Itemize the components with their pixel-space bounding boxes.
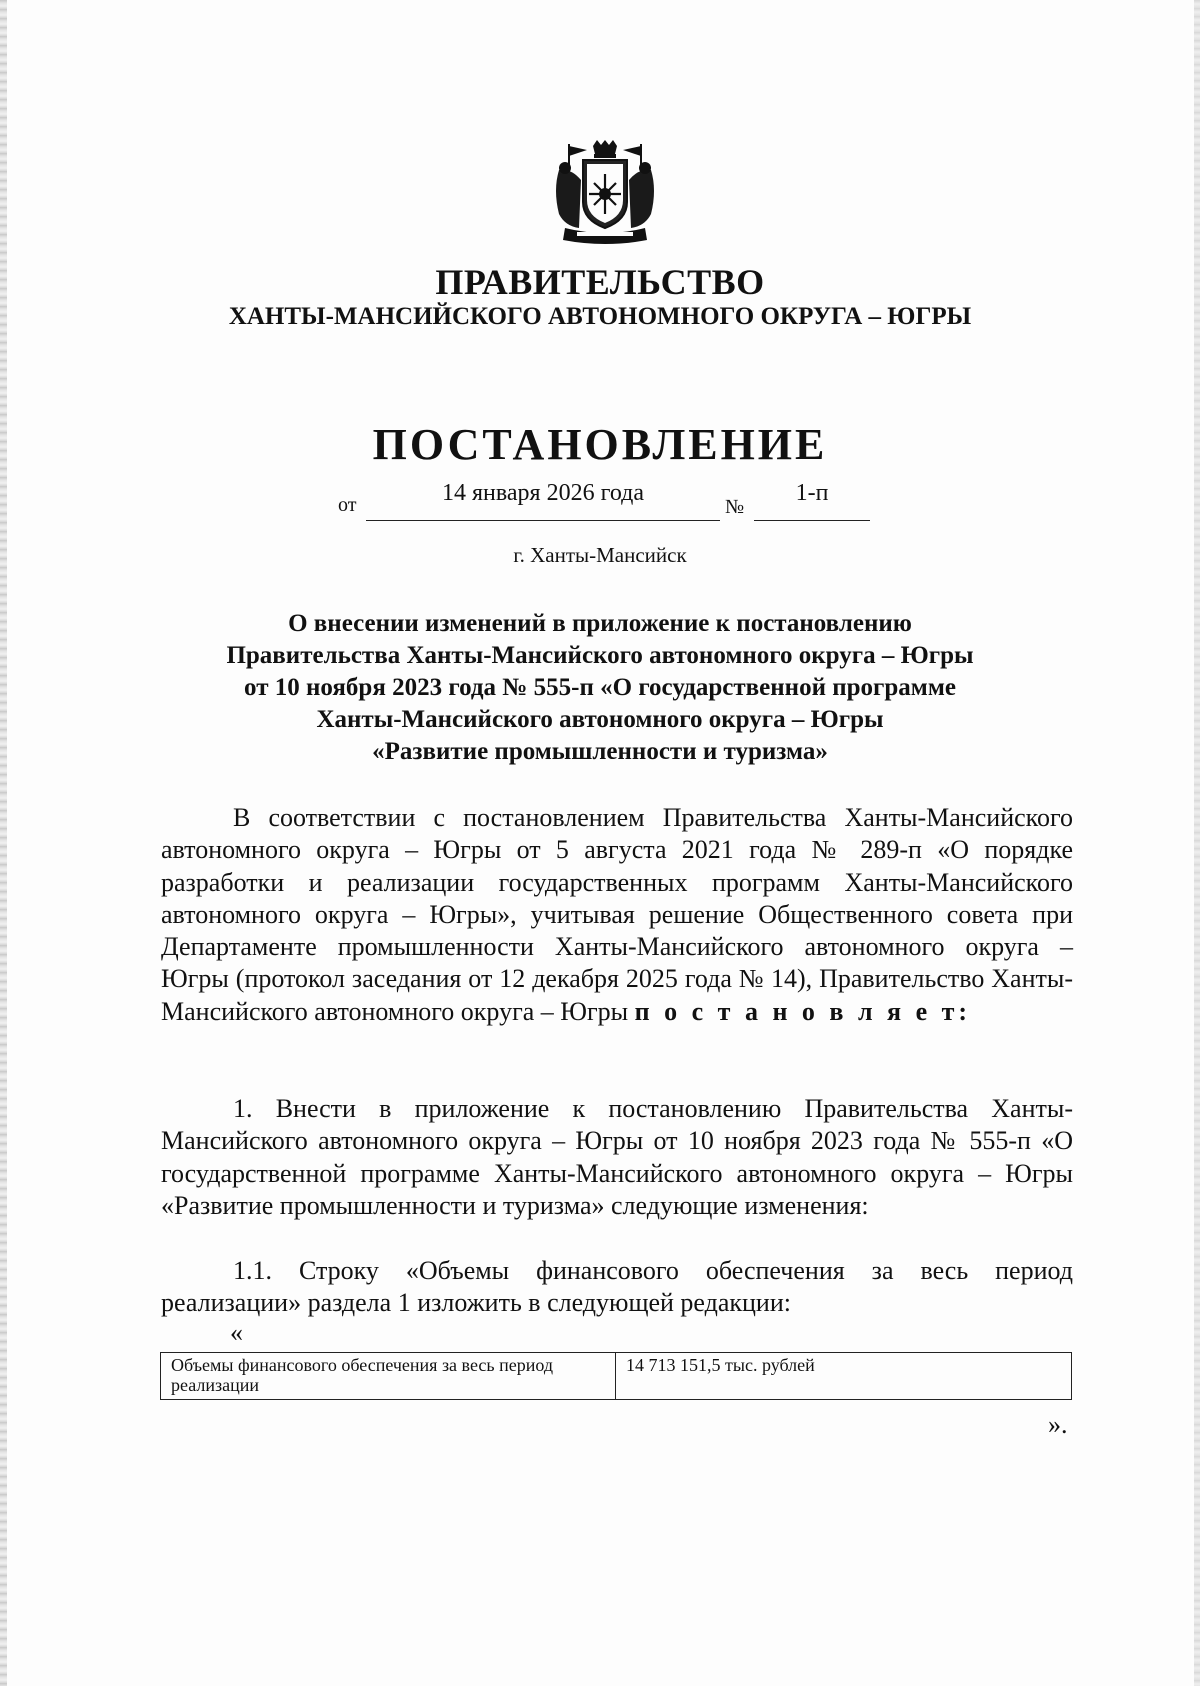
financing-value-cell: 14 713 151,5 тыс. рублей <box>616 1353 1072 1400</box>
heading-line: О внесении изменений в приложение к постановлению <box>288 610 912 637</box>
date-prefix: от <box>338 494 357 516</box>
region-name: ХАНТЫ-МАНСИЙСКОГО АВТОНОМНОГО ОКРУГА – ЮГРЫ <box>228 303 972 330</box>
item-1-1-paragraph: 1.1. Строку «Объемы финансового обеспечения за весь период реализации» раздела 1 изложить в следующей редакции: <box>161 1256 1073 1318</box>
preamble-text: В соответствии с постановлением Правительства Ханты-Мансийского автономного округа – Югры от 5 августа 2021 года № 289-п «О порядке разработки и реализации государственных программ Ханты-Мансийского автономного округа – Югры», учитывая решение Общественного совета при Департаменте промышленности Ханты-Мансийского автономного округа – Югры (протокол заседания от 12 декабря 2025 года № 14), Правительство Ханты-Мансийского автономного округа – Югры <box>161 803 1073 1026</box>
close-quote: ». <box>1048 1410 1068 1439</box>
table-row <box>161 1353 1072 1400</box>
heading-line: «Развитие промышленности и туризма» <box>372 738 828 765</box>
document-date: 14 января 2026 года <box>441 480 644 506</box>
document-type: ПОСТАНОВЛЕНИЕ <box>372 420 828 469</box>
requisites-row <box>0 476 1200 526</box>
number-underline <box>754 520 870 521</box>
scan-edge-right <box>1194 0 1200 1686</box>
heading-line: Правительства Ханты-Мансийского автономного округа – Югры <box>226 642 974 669</box>
open-quote: « <box>230 1318 243 1347</box>
financing-table <box>160 1352 1072 1400</box>
financing-label-cell: Объемы финансового обеспечения за весь период реализации <box>161 1353 616 1400</box>
date-underline <box>366 520 720 521</box>
government-title: ПРАВИТЕЛЬСТВО <box>435 262 765 302</box>
item-1-paragraph: 1. Внести в приложение к постановлению Правительства Ханты-Мансийского автономного округа – Югры от 10 ноября 2023 года № 555-п «О государственной программе Ханты-Мансийского автономного округа – Югры «Развитие промышленности и туризма» следующие изменения: <box>161 1094 1073 1220</box>
scan-edge-left <box>0 0 7 1686</box>
coat-of-arms-icon <box>549 140 661 245</box>
city-name: г. Ханты-Мансийск <box>513 543 687 567</box>
document-number: 1-п <box>795 480 829 506</box>
document-heading <box>160 608 1040 768</box>
preamble-paragraph <box>161 802 1073 1028</box>
heading-line: Ханты-Мансийского автономного округа – Югры <box>316 706 884 733</box>
heading-line: от 10 ноября 2023 года № 555-п «О государственной программе <box>244 674 956 701</box>
resolves-word: п о с т а н о в л я е т: <box>634 996 972 1026</box>
number-prefix: № <box>725 496 745 518</box>
